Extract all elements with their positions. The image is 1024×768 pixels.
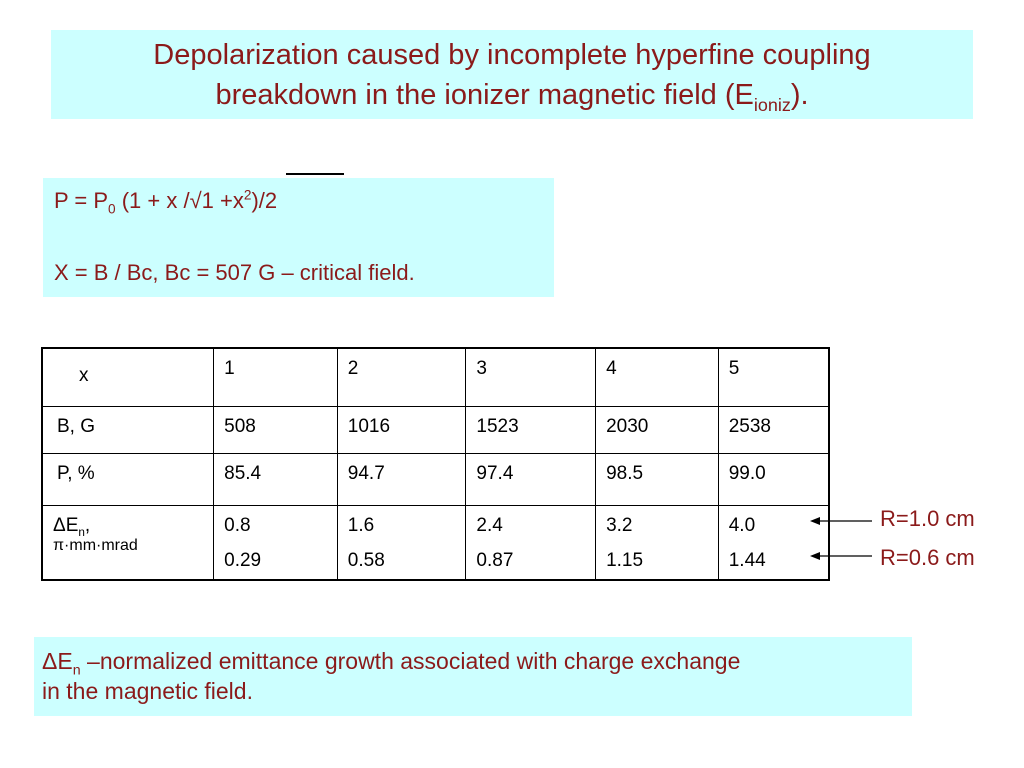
cell-x-2: 2 [337,348,466,406]
row-label-p: P, % [42,453,214,505]
cell-p-1: 85.4 [214,453,338,505]
note-line-1: $\Delta E_n$ –normalized emittance growth associated with charge exchange [42,648,741,679]
cell-de-1: 0.8 0.29 [214,505,338,580]
x-definition: X = B / Bc, Bc = 507 G – critical field. [54,260,415,285]
cell-de-2: 1.6 0.58 [337,505,466,580]
note-line-2: in the magnetic field. [42,678,253,704]
cell-de-4: 3.2 1.15 [596,505,719,580]
title-line-2: breakdown in the ionizer magnetic field $(E_{ioniz})$. [215,79,809,115]
cell-p-4: 98.5 [596,453,719,505]
cell-b-2: 1016 [337,406,466,453]
polarization-formula: $P = P_0$ (1 + x $/√1 +x^2)/2$ [54,186,554,216]
note-box [34,637,912,716]
cell-p-5: 99.0 [718,453,829,505]
emittance-unit: π·mm·mrad [53,536,138,554]
cell-b-3: 1523 [466,406,596,453]
label-r06: R=0.6 cm [880,545,975,570]
cell-x-1: 1 [214,348,338,406]
row-label-x: x [42,348,214,406]
label-r10: R=1.0 cm [880,506,975,531]
arrow-r06-head [810,552,820,560]
cell-p-3: 97.4 [466,453,596,505]
cell-b-1: 508 [214,406,338,453]
cell-p-2: 94.7 [337,453,466,505]
cell-x-4: 4 [596,348,719,406]
title-line-1: Depolarization caused by incomplete hyperfine coupling [153,39,871,71]
cell-de-3: 2.4 0.87 [466,505,596,580]
cell-x-3: 3 [466,348,596,406]
arrow-r10-head [810,517,820,525]
cell-x-5: 5 [718,348,829,406]
row-label-b: B, G [42,406,214,453]
cell-b-5: 2538 [718,406,829,453]
row-label-emittance: $\Delta E_n$, π·mm·mrad [42,505,214,580]
cell-b-4: 2030 [596,406,719,453]
cell-de-5: 4.0 1.44 [718,505,829,580]
